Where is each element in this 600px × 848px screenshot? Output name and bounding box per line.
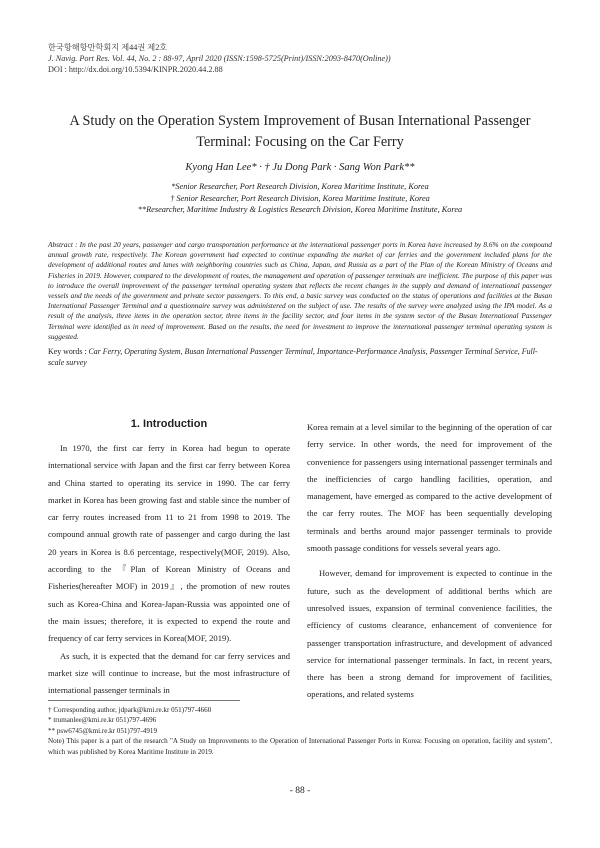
- affiliations: [0, 181, 600, 216]
- page-number: - 88 -: [289, 786, 311, 796]
- keywords-text: Car Ferry, Operating System, Busan International Passenger Terminal, Importance-Performance Analysis, Passenger Terminal Service, Full-scale survey: [48, 347, 538, 367]
- footnotes: [48, 705, 552, 757]
- footnote-author-3: ** psw6745@kmi.re.kr 051)797-4919: [48, 726, 157, 735]
- keywords-label: Key words :: [48, 347, 89, 356]
- paper-title-line2: Terminal: Focusing on the Car Ferry: [196, 134, 404, 150]
- footnote-corresponding-author: † Corresponding author, jdpark@kmi.re.kr 051)797-4660: [48, 706, 212, 714]
- affiliation-2: † Senior Researcher, Port Research Division, Korea Maritime Institute, Korea: [170, 193, 430, 203]
- body-paragraph: In 1970, the first car ferry in Korea had begun to operate international service with Japan and the first car ferry between Korea and China started to operating its service in 1990. The car ferry market in Korea has been growing fast and stable since the number of car ferry routes increased from 11 to 21 from 1998 to 2019. The compound annual growth rate of passenger and cargo during the last 20 years in Korea is 8.6 percentage, respectively(MOF, 2019). Also, according to the 『Plan of Korean Ministry of Oceans and Fisheries(hereafter MOF) in 2019』, the promotion of new routes such as Korea-China and Korea-Japan-Russia was appointed one of the main issues; therefore, it is expected to expend the route and frequency of car ferry services in Korea(MOF, 2019).: [48, 443, 290, 644]
- section-heading-introduction: 1. Introduction: [130, 418, 208, 430]
- affiliation-3: **Researcher, Maritime Industry & Logistics Research Division, Korea Maritime Institute, Korea: [137, 205, 463, 214]
- affiliation-1: *Senior Researcher, Port Research Division, Korea Maritime Institute, Korea: [171, 182, 429, 191]
- paper-title-line1: A Study on the Operation System Improvement of Busan International Passenger: [69, 113, 531, 129]
- journal-doi: DOI : http://dx.doi.org/10.5394/KINPR.2020.44.2.88: [48, 65, 223, 74]
- body-paragraph: However, demand for improvement is expected to continue in the future, such as the development of additional berths which are unresolved issues, expansion of terminal convenience facilities, the efficiency of customs clearance, enhancement of convenience for passenger transportation infrastructure, and development of advanced service for international passenger terminals. In fact, in recent years, there has been a strong demand for improvement of facilities, operations, and related systems: [307, 568, 552, 700]
- journal-header: [48, 42, 391, 75]
- journal-name-korean: 한국항해항만학회지 제44권 제2호: [48, 43, 168, 52]
- body-paragraph: Korea remain at a level similar to the beginning of the operation of car ferry service. In other words, the need for improvement of the convenience for passengers using international passenger terminals and the inefficiencies of cargo handling facilities, operation, and management, have emerged as compared to the active development of the car ferry routes. The MOF has been sequentially developing terminals and berths around major passenger terminals to provide smooth passage conditions for vessels several years ago.: [307, 422, 552, 554]
- footnote-divider: [48, 700, 240, 701]
- left-column: [48, 440, 290, 699]
- abstract: [48, 240, 552, 342]
- footnote-author-1: * trumanlee@kmi.re.kr 051)797-4696: [48, 716, 157, 725]
- keywords: [48, 346, 552, 368]
- abstract-label: Abstract :: [48, 240, 80, 249]
- author-list: Kyong Han Lee* · † Ju Dong Park · Sang Won Park**: [185, 162, 415, 173]
- journal-citation: J. Navig. Port Res. Vol. 44, No. 2 : 88-97, April 2020 (ISSN:1598-5725(Print)/ISSN:2093-8470(Online)): [48, 54, 391, 63]
- body-paragraph: As such, it is expected that the demand for car ferry services and market size will continue to increase, but the most infrastructure of international passenger terminals in: [48, 650, 290, 696]
- paper-title: [48, 111, 552, 153]
- right-column: [307, 419, 552, 704]
- footnote-note: Note) This paper is a part of the research "A Study on Improvements to the Operation of International Passenger Ports in Korea: Focusing on operation, facility and system", which was published by Korea Maritime Institute in 2019.: [48, 737, 552, 756]
- abstract-text: In the past 20 years, passenger and cargo transportation performance at the international passenger ports in Korea have increased by 8.6% on the compound annual growth rate, respectively. The Korean government had expected to continue expanding the market of car ferries and the government included plans for the development of additional routes and lanes with neighboring countries such as China, Japan, and Russia as a part of the Plan of the Korean Ministry of Oceans and Fisheries in 2019. However, compared to the development of routes, the management and operation of passenger terminals are inefficient. The purpose of this paper was to introduce the overall improvement of the passenger terminal operating system that reflects the recent changes in the supply and demand of international passenger vessels and the needs of the government and private sector passengers. To this end, a basic survey was conducted on the status of operations and facilities at the Busan International Passenger Terminal and a questionnaire survey was administered on the subject of use. The results of the survey were analyzed using the IPA model. As a result of the analysis, three items in the operation sector, three items in the facility sector, and four items in the system sector of the Busan International Passenger Terminal were identified as in need of improvement. Based on the results, the need for investment to improve the international passenger terminal operating system is suggested.: [48, 240, 552, 341]
